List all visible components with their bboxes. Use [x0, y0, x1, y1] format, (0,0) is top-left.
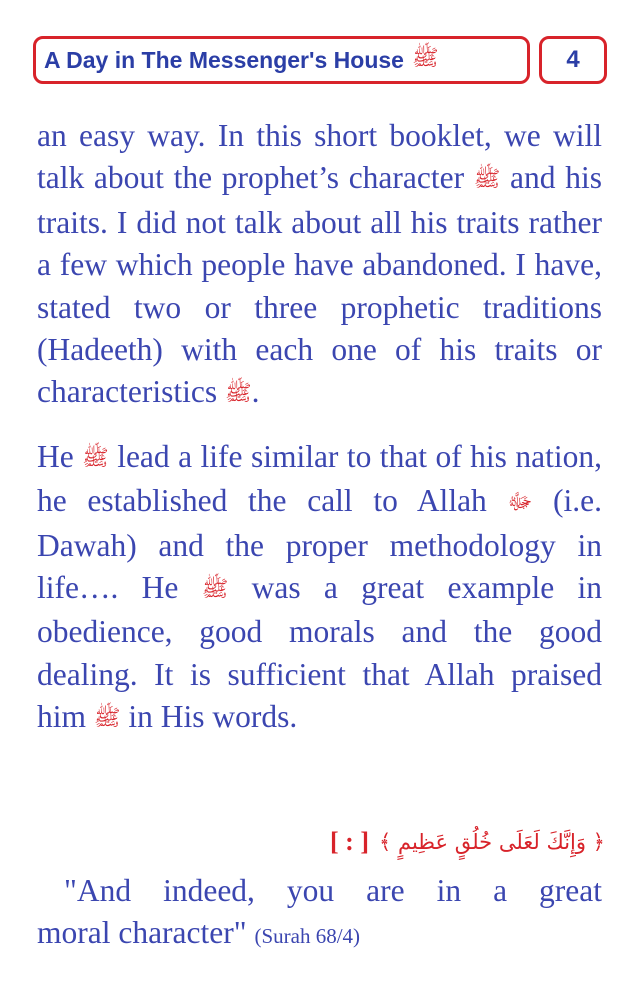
paragraph [37, 436, 602, 741]
page-number: 4 [566, 46, 580, 73]
paragraph-text: lead a life similar to that of his nation, he established the call to Allah [37, 438, 602, 519]
paragraph-text: an easy way. In this short booklet, we will talk about the prophet’s character [37, 118, 602, 196]
quran-verse [200, 820, 605, 864]
honorific-seal-icon: ﷻ [507, 490, 533, 516]
page-header [33, 36, 607, 88]
paragraph-text: He [37, 438, 83, 474]
book-title: A Day in The Messenger's House [44, 46, 404, 73]
paragraph-text: . [251, 374, 260, 410]
translation-source: (Surah 68/4) [254, 924, 361, 949]
paragraph-text: was a great example in obedience, good morals and the good dealing. It is sufficient that Allah praised him [37, 570, 602, 735]
honorific-seal-icon: ﷺ [473, 167, 501, 193]
verse-arabic-text: ﴿ وَإِنَّكَ لَعَلَى خُلُقٍ عَظِيمٍ ﴾ [378, 830, 605, 854]
translation-line-2: moral character" [37, 915, 247, 951]
verse-translation [37, 870, 602, 958]
translation-line-1: "And indeed, you are in a great [64, 873, 602, 908]
title-box [33, 36, 530, 84]
body-text [37, 115, 602, 741]
paragraph-text: in His words. [120, 699, 298, 735]
paragraph [37, 115, 602, 416]
paragraph-text: and his traits. I did not talk about all his traits rather a few which people have abandoned. I have, stated two or three prophetic traditions (Hadeeth) with each one of his traits or characteristics [37, 160, 602, 410]
page-number-box [539, 36, 607, 84]
honorific-seal-icon: ﷺ [201, 577, 229, 603]
honorific-seal-icon: ﷺ [411, 45, 439, 70]
honorific-seal-icon: ﷺ [225, 381, 252, 407]
honorific-seal-icon: ﷺ [93, 706, 121, 732]
paragraph-text: (i.e. Dawah) and the proper methodology in life…. He [37, 483, 602, 606]
honorific-seal-icon: ﷺ [82, 445, 109, 471]
verse-reference: [ : ] [330, 827, 369, 856]
